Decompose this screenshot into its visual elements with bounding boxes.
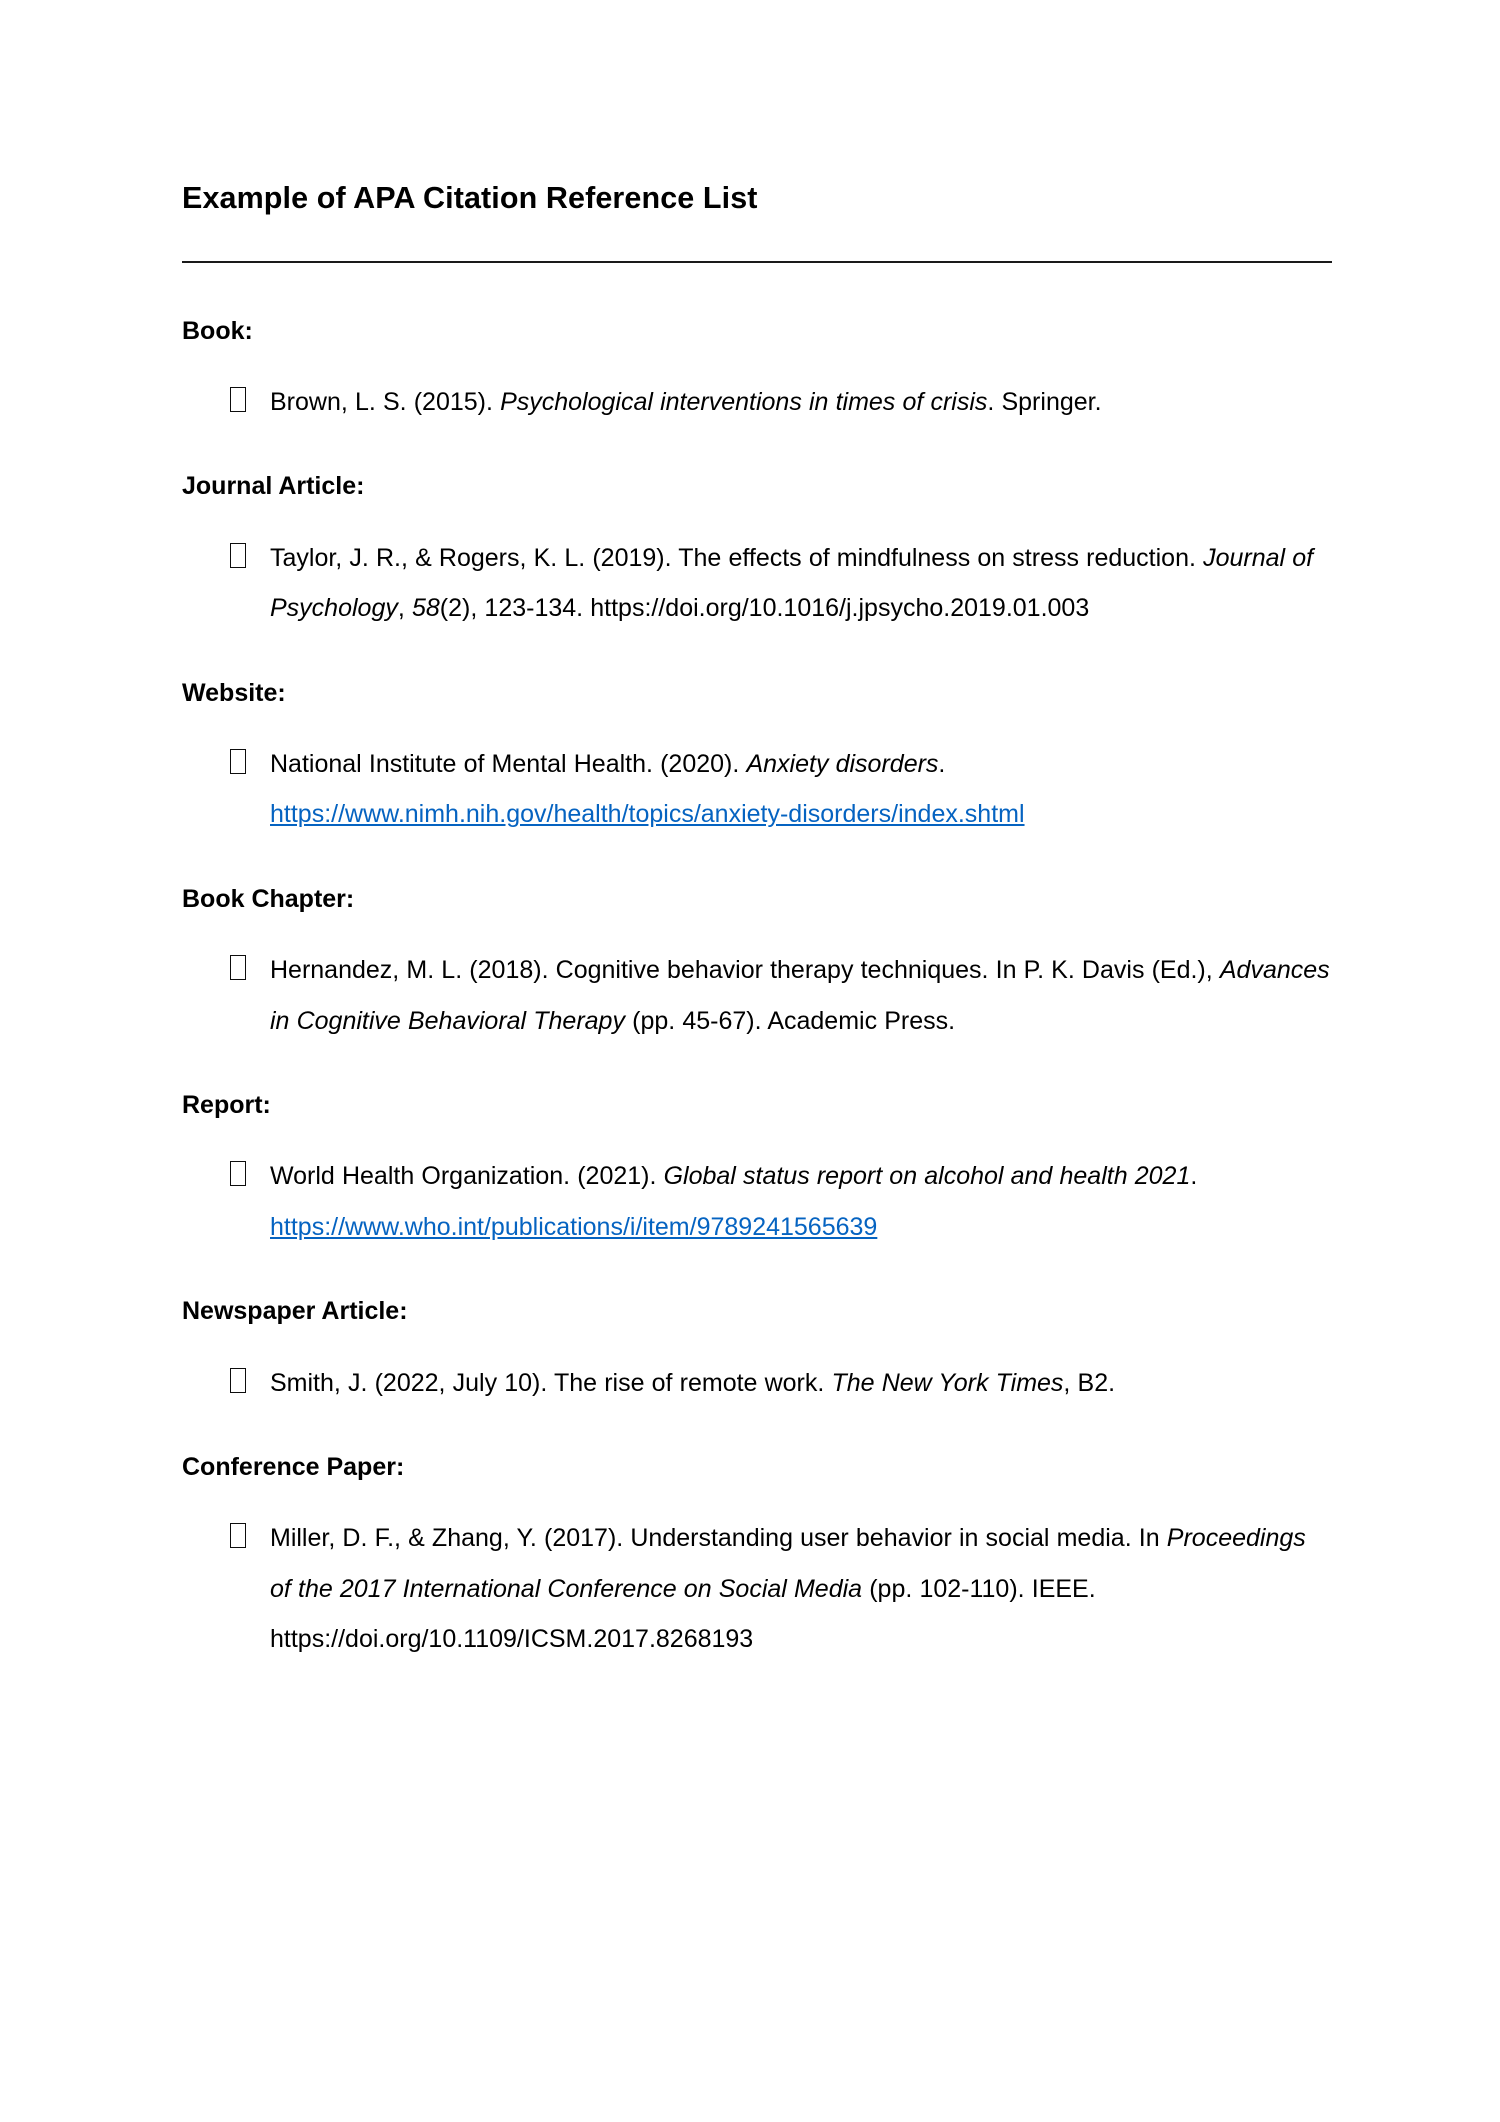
list-bullet-icon — [230, 1513, 252, 1543]
section-heading-report: Report: — [182, 1091, 271, 1120]
citation-part: World Health Organization. (2021). — [270, 1162, 664, 1191]
list-bullet-icon — [230, 377, 252, 407]
document-content — [182, 0, 1332, 1665]
citation-part: (2), 123-134. https://doi.org/10.1016/j.jpsycho.2019.01.003 — [439, 594, 1090, 623]
citation-text-book — [270, 388, 1102, 416]
hyperlink-who[interactable]: https://www.who.int/publications/i/item/9789241565639 — [270, 1212, 878, 1241]
section-heading-book-chapter: Book Chapter: — [182, 884, 355, 913]
citation-part-italic: 58 — [411, 594, 440, 623]
citation-entry-conference-paper — [182, 1513, 1332, 1665]
list-bullet-icon — [230, 533, 252, 563]
citation-entry-newspaper-article — [182, 1358, 1332, 1409]
citation-part: . — [1190, 1162, 1198, 1191]
list-bullet-icon — [230, 1151, 252, 1181]
citation-entry-report — [182, 1151, 1332, 1252]
citation-part-italic: The New York Times — [831, 1368, 1064, 1397]
citation-part: , — [397, 594, 412, 623]
citation-part: . Springer. — [987, 387, 1102, 416]
citation-text-newspaper-article — [270, 1369, 1115, 1397]
section-heading-book: Book: — [182, 316, 253, 345]
section-heading-conference-paper: Conference Paper: — [182, 1453, 405, 1482]
citation-part-italic: Psychological interventions in times of crisis — [500, 387, 988, 416]
section-heading-website: Website: — [182, 678, 286, 707]
citation-part: Taylor, J. R., & Rogers, K. L. (2019). The effects of mindfulness on stress reduction. — [270, 543, 1204, 572]
citation-part: (pp. 102-110). IEEE. https://doi.org/10.1109/ICSM.2017.8268193 — [270, 1574, 1096, 1654]
section-heading-journal-article: Journal Article: — [182, 472, 365, 501]
citation-part-italic: Journal of Psychology — [270, 543, 1314, 623]
citation-part-italic: Proceedings of the 2017 International Conference on Social Media — [270, 1524, 1306, 1603]
citation-part: Miller, D. F., & Zhang, Y. (2017). Understanding user behavior in social media. In — [270, 1524, 1167, 1553]
citation-entry-book — [182, 377, 1332, 428]
list-bullet-icon — [230, 1358, 252, 1388]
citation-entry-website — [182, 739, 1332, 840]
citation-entry-journal-article — [182, 533, 1332, 634]
citation-part-italic: Anxiety disorders — [746, 749, 939, 778]
citation-part: , B2. — [1063, 1368, 1116, 1397]
citation-part: . — [938, 749, 946, 778]
citation-part: Smith, J. (2022, July 10). The rise of remote work. — [270, 1368, 832, 1397]
citation-text-book-chapter — [270, 956, 1330, 1035]
citation-text-website — [270, 750, 1025, 829]
citation-part: National Institute of Mental Health. (2020). — [270, 749, 747, 778]
citation-text-journal-article — [270, 544, 1313, 623]
list-bullet-icon — [230, 945, 252, 975]
citation-text-report — [270, 1162, 1197, 1241]
citation-part: Brown, L. S. (2015). — [270, 387, 501, 416]
citation-part: Hernandez, M. L. (2018). Cognitive behavior therapy techniques. In P. K. Davis (Ed.), — [270, 956, 1220, 985]
citation-entry-book-chapter — [182, 945, 1332, 1046]
page-title: Example of APA Citation Reference List — [182, 181, 758, 215]
hyperlink-nimh[interactable]: https://www.nimh.nih.gov/health/topics/anxiety-disorders/index.shtml — [270, 800, 1025, 829]
citation-part-italic: Global status report on alcohol and health 2021 — [663, 1162, 1191, 1191]
section-heading-newspaper-article: Newspaper Article: — [182, 1297, 408, 1326]
citation-part: (pp. 45-67). Academic Press. — [624, 1006, 956, 1035]
list-bullet-icon — [230, 739, 252, 769]
citation-text-conference-paper — [270, 1524, 1306, 1653]
title-divider — [182, 261, 1332, 263]
citation-part-italic: Advances in Cognitive Behavioral Therapy — [270, 956, 1330, 1035]
